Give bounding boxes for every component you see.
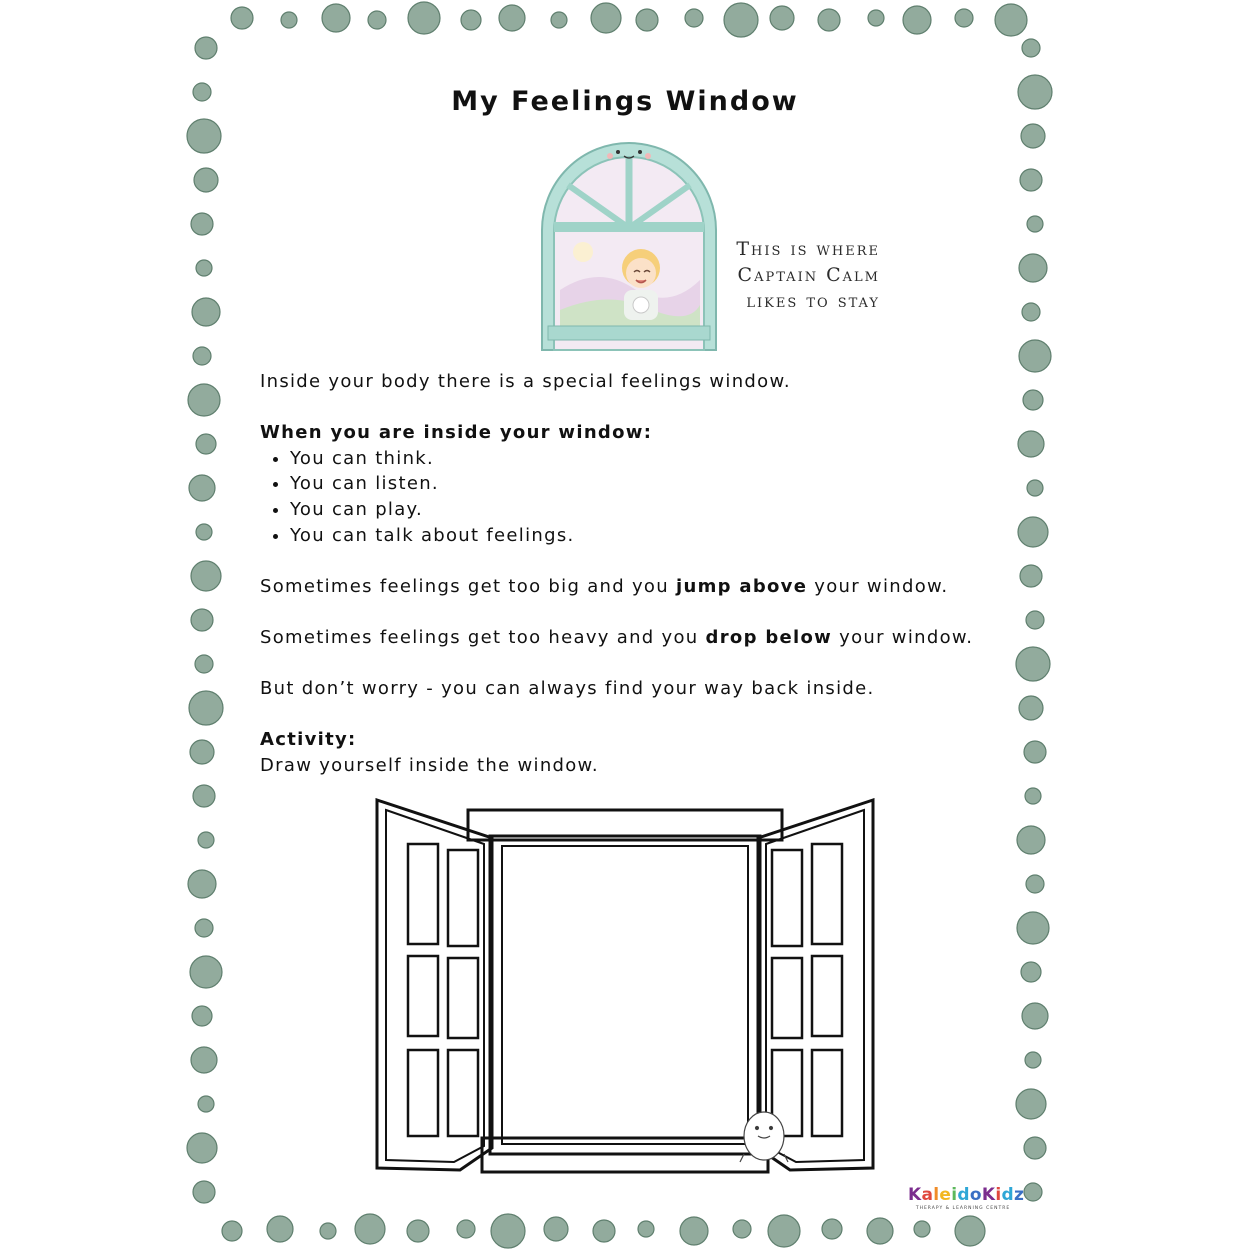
- border-dot: [1026, 875, 1044, 893]
- worksheet-body: [260, 369, 980, 779]
- border-dot: [1019, 254, 1047, 282]
- logo-letter: K: [981, 1185, 996, 1205]
- inside-heading: When you are inside your window:: [260, 422, 653, 444]
- border-dot: [457, 1220, 475, 1238]
- border-dot: [914, 1221, 930, 1237]
- border-dot: [818, 9, 840, 31]
- border-dot: [499, 5, 525, 31]
- border-dot: [1025, 788, 1041, 804]
- border-dot: [724, 3, 758, 37]
- border-dot: [768, 1215, 800, 1247]
- border-dot: [1024, 1137, 1046, 1159]
- border-dot: [1021, 962, 1041, 982]
- logo-letter: z: [1013, 1185, 1025, 1205]
- text-segment: Sometimes feelings get too big and you: [260, 575, 676, 597]
- border-dot: [636, 9, 658, 31]
- border-dot: [491, 1214, 525, 1248]
- bold-phrase: drop below: [705, 626, 833, 648]
- border-dot: [1016, 1089, 1046, 1119]
- border-dot: [1023, 390, 1043, 410]
- list-item: • You can think.: [290, 446, 980, 472]
- activity-text: Draw yourself inside the window.: [260, 754, 599, 776]
- border-dot: [955, 1216, 985, 1246]
- border-dot: [1021, 124, 1045, 148]
- border-dot: [551, 12, 567, 28]
- drawing-window-outline: [372, 798, 878, 1184]
- border-dot: [267, 1216, 293, 1242]
- border-dot: [1027, 216, 1043, 232]
- border-dot: [593, 1220, 615, 1242]
- logo-letter: i: [995, 1185, 1002, 1205]
- intro-text: Inside your body there is a special feelings window.: [260, 371, 791, 392]
- list-item: • You can talk about feelings.: [290, 523, 980, 549]
- logo-letter: o: [969, 1185, 982, 1205]
- border-dot: [193, 1181, 215, 1203]
- logo-letter: e: [939, 1185, 952, 1205]
- border-dot: [198, 1096, 214, 1112]
- border-dot: [868, 10, 884, 26]
- captain-calm-caption: [720, 236, 880, 314]
- border-dot: [955, 9, 973, 27]
- border-dot: [191, 1047, 217, 1073]
- border-dot: [822, 1219, 842, 1239]
- caption-line-3: likes to stay: [746, 290, 880, 312]
- logo-letter: K: [908, 1185, 922, 1205]
- border-dot: [1026, 611, 1044, 629]
- border-dot: [190, 740, 214, 764]
- logo-tagline: THERAPY & LEARNING CENTRE: [915, 1206, 1011, 1211]
- border-dot: [638, 1221, 654, 1237]
- border-dot: [191, 213, 213, 235]
- border-dot: [1017, 826, 1045, 854]
- border-dot: [320, 1223, 336, 1239]
- border-dot: [685, 9, 703, 27]
- drop-below-text: [260, 625, 980, 651]
- logo-letter: d: [957, 1185, 970, 1205]
- border-dot: [680, 1217, 708, 1245]
- border-dot: [1017, 912, 1049, 944]
- border-dot: [733, 1220, 751, 1238]
- border-dot: [281, 12, 297, 28]
- border-dot: [189, 691, 223, 725]
- border-dot: [1025, 1052, 1041, 1068]
- list-item: • You can play.: [290, 497, 980, 523]
- jump-above-text: [260, 574, 980, 600]
- border-dot: [191, 561, 221, 591]
- border-dot: [193, 347, 211, 365]
- border-dot: [1027, 480, 1043, 496]
- logo-letter: l: [933, 1185, 940, 1205]
- border-dot: [995, 4, 1027, 36]
- border-dot: [195, 655, 213, 673]
- border-dot: [190, 956, 222, 988]
- border-dot: [194, 168, 218, 192]
- captain-calm-window-illustration: [538, 140, 720, 354]
- border-dot: [1019, 696, 1043, 720]
- border-dot: [1022, 39, 1040, 57]
- border-dot: [191, 609, 213, 631]
- page-title: My Feelings Window: [451, 86, 799, 117]
- border-dot: [770, 6, 794, 30]
- logo-letter: i: [951, 1185, 958, 1205]
- logo-letter: d: [1001, 1185, 1014, 1205]
- border-dot: [1020, 565, 1042, 587]
- border-dot: [195, 37, 217, 59]
- text-segment: your window.: [807, 575, 949, 597]
- border-dot: [355, 1214, 385, 1244]
- border-dot: [903, 6, 931, 34]
- border-dot: [1019, 340, 1051, 372]
- border-dot: [196, 434, 216, 454]
- activity-heading: Activity:: [260, 729, 357, 751]
- border-dot: [192, 1006, 212, 1026]
- border-dot: [1018, 517, 1048, 547]
- border-dot: [196, 260, 212, 276]
- border-dot: [188, 870, 216, 898]
- border-dot: [198, 832, 214, 848]
- border-dot: [591, 3, 621, 33]
- border-dot: [196, 524, 212, 540]
- logo-wordmark: [908, 1185, 1025, 1205]
- caption-line-1: This is where: [736, 238, 880, 260]
- inside-list: [260, 446, 980, 548]
- border-dot: [188, 384, 220, 416]
- border-dot: [408, 2, 440, 34]
- caption-line-2: Captain Calm: [737, 264, 880, 286]
- logo-letter: a: [921, 1185, 934, 1205]
- bold-phrase: jump above: [675, 575, 808, 597]
- border-dot: [1024, 1183, 1042, 1201]
- border-dot: [1022, 303, 1040, 321]
- list-item: • You can listen.: [290, 471, 980, 497]
- border-dot: [1018, 431, 1044, 457]
- reassure-text: But don’t worry - you can always find your way back inside.: [260, 678, 875, 700]
- border-dot: [187, 119, 221, 153]
- text-segment: Sometimes feelings get too heavy and you: [260, 626, 706, 648]
- border-dot: [1022, 1003, 1048, 1029]
- border-dot: [368, 11, 386, 29]
- border-dot: [222, 1221, 242, 1241]
- border-dot: [195, 919, 213, 937]
- border-dot: [1016, 647, 1050, 681]
- border-dot: [187, 1133, 217, 1163]
- kaleidokidz-logo: [908, 1185, 1025, 1211]
- border-dot: [322, 4, 350, 32]
- border-dot: [544, 1217, 568, 1241]
- border-dot: [461, 10, 481, 30]
- border-dot: [189, 475, 215, 501]
- border-dot: [1020, 169, 1042, 191]
- text-segment: your window.: [832, 626, 974, 648]
- border-dot: [193, 785, 215, 807]
- border-dot: [867, 1218, 893, 1244]
- border-dot: [1024, 741, 1046, 763]
- border-dot: [192, 298, 220, 326]
- border-dot: [407, 1220, 429, 1242]
- border-dot: [231, 7, 253, 29]
